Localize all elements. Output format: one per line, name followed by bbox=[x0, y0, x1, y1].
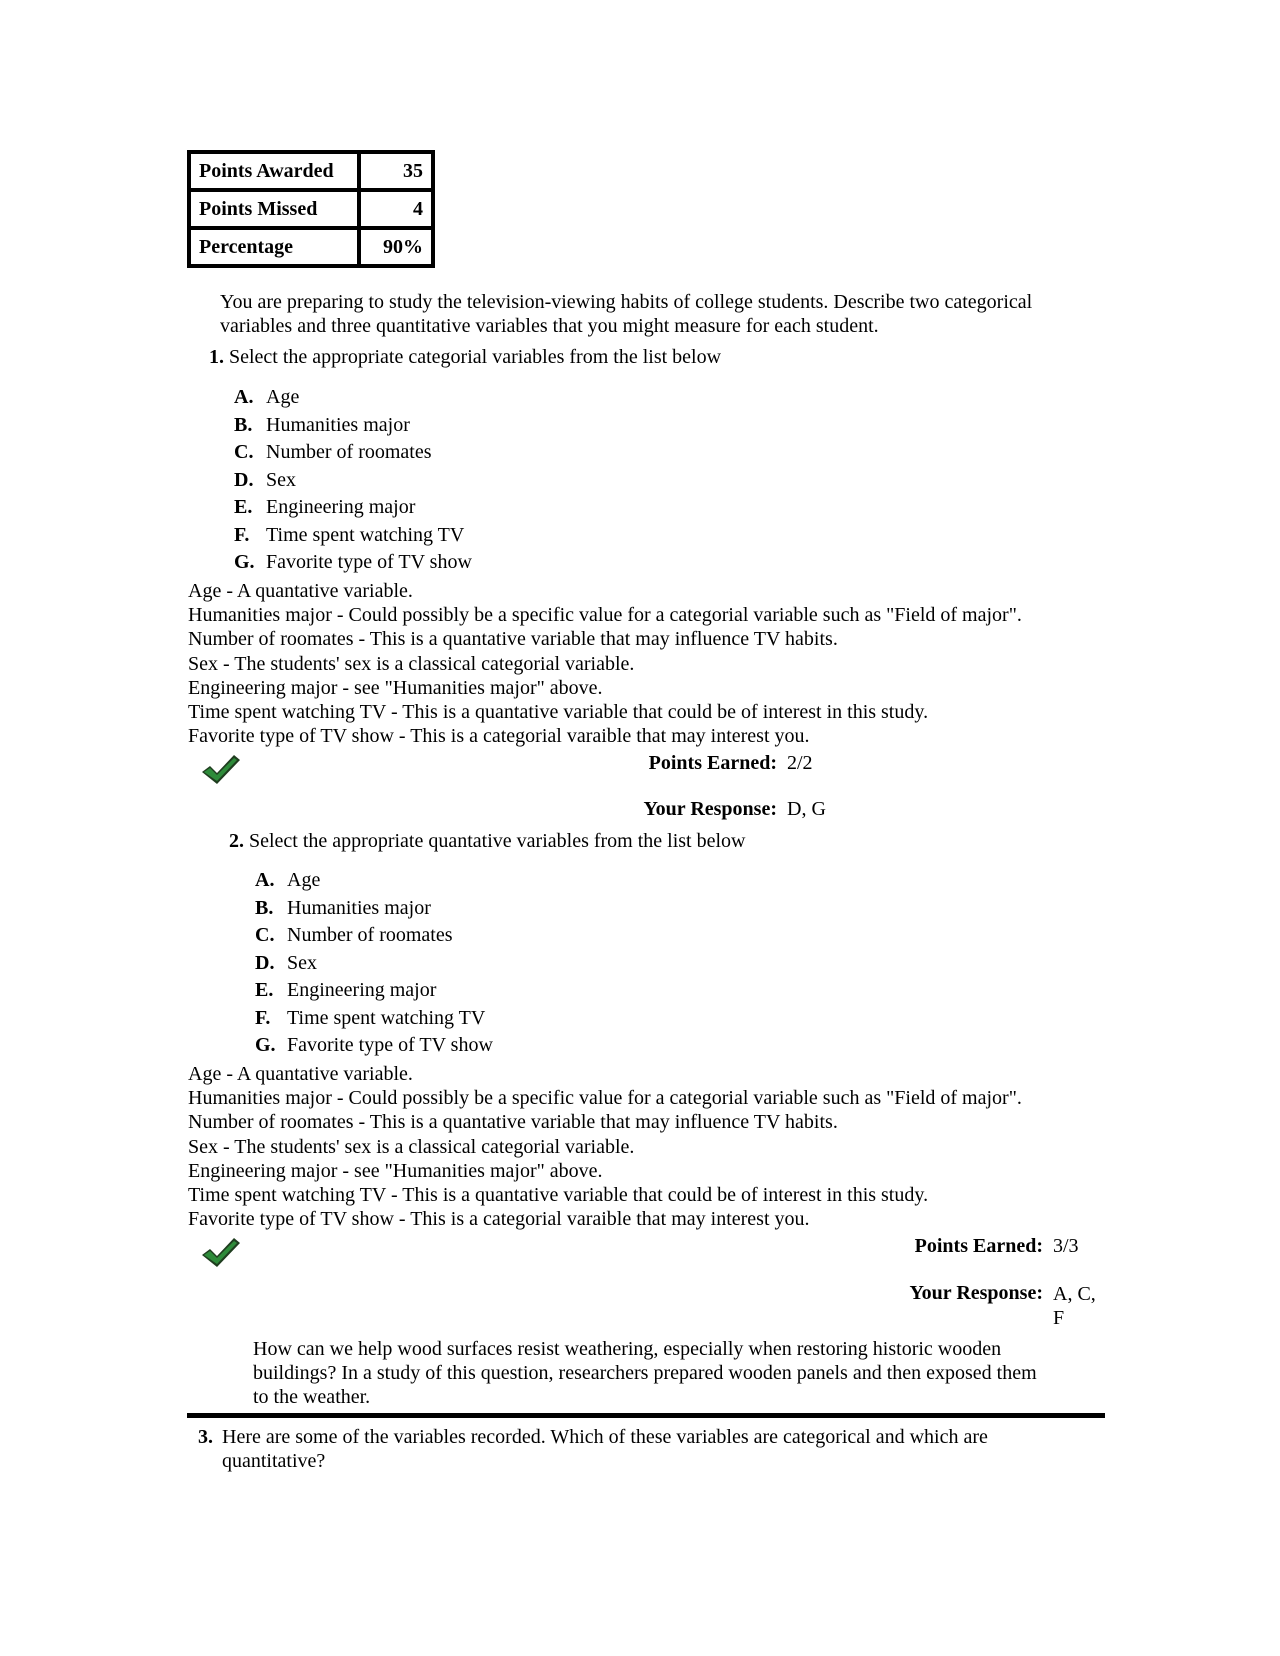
question-intro: How can we help wood surfaces resist weathering, especially when restoring historic wooden buildings? In a study of this question, researchers prepared wooden panels and then exposed them to the weather. bbox=[253, 1338, 1037, 1408]
option-letter: F. bbox=[234, 523, 250, 546]
feedback-line: Age - A quantative variable. bbox=[188, 580, 413, 602]
option-letter: A. bbox=[255, 869, 275, 891]
question-number: 2. bbox=[229, 830, 244, 852]
option-letter: D. bbox=[234, 468, 254, 491]
checkmark-icon bbox=[200, 752, 240, 788]
option-text: Age bbox=[287, 869, 321, 891]
points-earned-label: Points Earned: bbox=[648, 752, 777, 774]
your-response-value: D, G bbox=[787, 798, 826, 820]
option-item bbox=[255, 922, 493, 950]
option-letter: D. bbox=[255, 951, 275, 974]
option-text: Engineering major bbox=[266, 496, 416, 518]
q2-options bbox=[255, 867, 493, 1060]
feedback-line: Engineering major - see "Humanities major" above. bbox=[188, 1159, 603, 1182]
option-item bbox=[255, 1032, 493, 1060]
score-value: 4 bbox=[359, 190, 433, 228]
divider bbox=[187, 1413, 1105, 1418]
option-item bbox=[234, 549, 472, 577]
option-text: Age bbox=[266, 386, 300, 408]
score-row bbox=[189, 228, 433, 266]
points-earned-value: 3/3 bbox=[1053, 1235, 1079, 1257]
question-number: 3. bbox=[198, 1426, 213, 1448]
option-text: Favorite type of TV show bbox=[266, 551, 472, 573]
option-item bbox=[234, 467, 472, 495]
your-response-label: Your Response: bbox=[643, 798, 777, 820]
response-line: F bbox=[1053, 1307, 1065, 1329]
score-row bbox=[189, 152, 433, 190]
score-value: 90% bbox=[359, 228, 433, 266]
option-item bbox=[234, 439, 472, 467]
question-intro: You are preparing to study the television-viewing habits of college students. Describe two categorical variables and three quantitative variables that you might measure for each student. bbox=[220, 291, 1033, 337]
score-label: Percentage bbox=[189, 228, 359, 266]
feedback-line: Favorite type of TV show - This is a categorial varaible that may interest you. bbox=[188, 1208, 810, 1231]
option-text: Number of roomates bbox=[287, 924, 453, 946]
your-response-value bbox=[1053, 1282, 1096, 1330]
option-letter: E. bbox=[255, 979, 274, 1001]
score-row bbox=[189, 190, 433, 228]
question-text: Here are some of the variables recorded. Which of these variables are categorical and which are quantitative? bbox=[222, 1426, 988, 1472]
q1-feedback bbox=[188, 579, 1022, 748]
feedback-line: Humanities major - Could possibly be a specific value for a categorial variable such as "Field of major". bbox=[188, 604, 1022, 627]
option-text: Number of roomates bbox=[266, 441, 432, 463]
option-item bbox=[255, 895, 493, 923]
option-letter: G. bbox=[234, 551, 255, 573]
response-line: A, C, bbox=[1053, 1283, 1096, 1305]
option-item bbox=[234, 412, 472, 440]
checkmark-icon bbox=[200, 1235, 240, 1271]
option-letter: F. bbox=[255, 1006, 271, 1029]
option-letter: E. bbox=[234, 496, 253, 518]
q2-feedback bbox=[188, 1062, 1022, 1231]
option-letter: G. bbox=[255, 1034, 276, 1056]
option-text: Sex bbox=[287, 951, 317, 974]
feedback-line: Time spent watching TV - This is a quantative variable that could be of interest in this study. bbox=[188, 1183, 929, 1206]
option-letter: B. bbox=[234, 413, 253, 436]
option-text: Time spent watching TV bbox=[287, 1006, 486, 1029]
feedback-line: Favorite type of TV show - This is a categorial varaible that may interest you. bbox=[188, 725, 810, 748]
option-item bbox=[255, 977, 493, 1005]
question-2 bbox=[229, 829, 746, 853]
your-response-label: Your Response: bbox=[909, 1282, 1043, 1304]
option-text: Sex bbox=[266, 468, 296, 491]
option-text: Engineering major bbox=[287, 979, 437, 1001]
question-text: Select the appropriate quantative variables from the list below bbox=[249, 830, 746, 852]
feedback-line: Engineering major - see "Humanities major" above. bbox=[188, 676, 603, 699]
feedback-line: Sex - The students' sex is a classical categorial variable. bbox=[188, 1135, 635, 1158]
feedback-line: Number of roomates - This is a quantative variable that may influence TV habits. bbox=[188, 628, 838, 651]
option-item bbox=[234, 522, 472, 550]
option-text: Time spent watching TV bbox=[266, 523, 465, 546]
option-letter: B. bbox=[255, 896, 274, 919]
option-letter: C. bbox=[234, 441, 254, 463]
option-item bbox=[255, 867, 493, 895]
option-letter: A. bbox=[234, 386, 254, 408]
score-label: Points Missed bbox=[189, 190, 359, 228]
feedback-line: Time spent watching TV - This is a quantative variable that could be of interest in this study. bbox=[188, 700, 929, 723]
option-text: Humanities major bbox=[266, 413, 410, 436]
option-item bbox=[255, 950, 493, 978]
points-earned-label: Points Earned: bbox=[914, 1235, 1043, 1257]
option-item bbox=[234, 494, 472, 522]
option-item bbox=[255, 1005, 493, 1033]
feedback-line: Age - A quantative variable. bbox=[188, 1063, 413, 1085]
score-label: Points Awarded bbox=[189, 152, 359, 190]
option-item bbox=[234, 384, 472, 412]
score-table bbox=[187, 150, 435, 268]
feedback-line: Humanities major - Could possibly be a specific value for a categorial variable such as "Field of major". bbox=[188, 1087, 1022, 1110]
feedback-line: Sex - The students' sex is a classical categorial variable. bbox=[188, 652, 635, 675]
question-text: Select the appropriate categorial variables from the list below bbox=[229, 346, 722, 368]
question-1 bbox=[209, 345, 721, 369]
q1-options bbox=[234, 384, 472, 577]
question-3 bbox=[198, 1425, 1078, 1473]
score-value: 35 bbox=[359, 152, 433, 190]
option-text: Humanities major bbox=[287, 896, 431, 919]
points-earned-value: 2/2 bbox=[787, 752, 813, 774]
option-text: Favorite type of TV show bbox=[287, 1034, 493, 1056]
option-letter: C. bbox=[255, 924, 275, 946]
question-number: 1. bbox=[209, 346, 224, 368]
feedback-line: Number of roomates - This is a quantative variable that may influence TV habits. bbox=[188, 1111, 838, 1134]
